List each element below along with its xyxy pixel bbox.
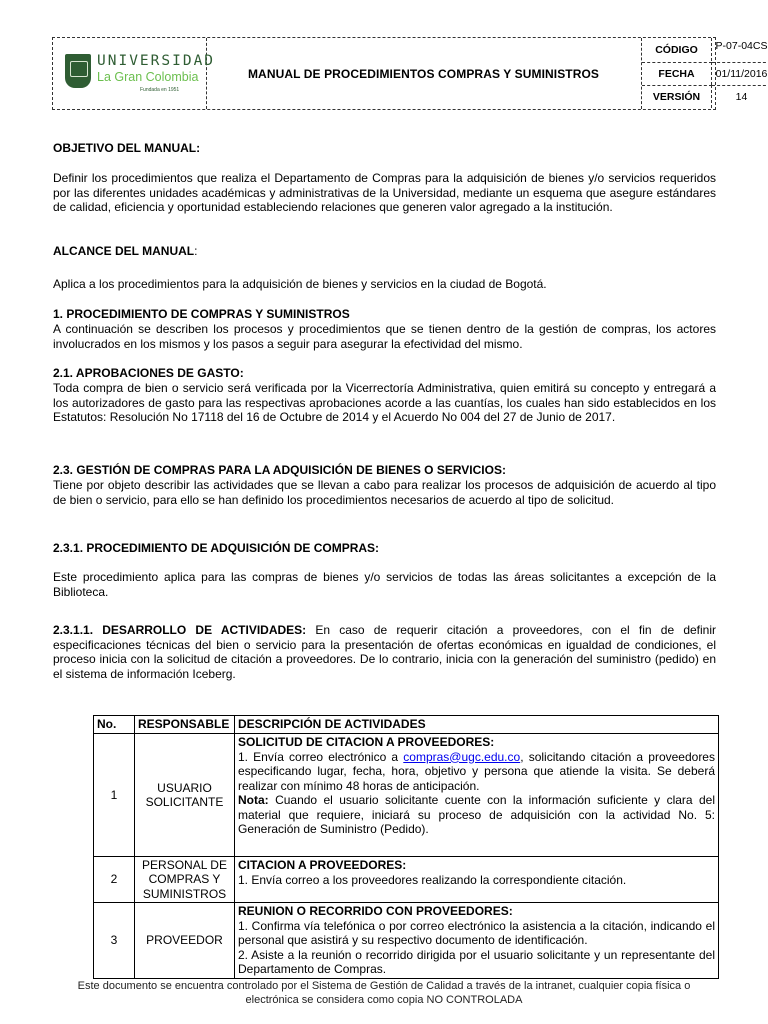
col-header-no: No. xyxy=(94,716,135,734)
logo-cell xyxy=(53,38,216,109)
row-1-responsable: USUARIO SOLICITANTE xyxy=(135,734,235,857)
row-1-step-1-post: , solicitando citación a proveedores especificando lugar, fecha, hora, objetivo y persona que atiende la visita. Se deberá realizar con mínimo 48 horas de anticipación. xyxy=(238,749,715,793)
note-label: Nota: xyxy=(238,793,269,807)
document-title: MANUAL DE PROCEDIMIENTOS COMPRAS Y SUMINISTROS xyxy=(247,66,600,81)
section-2-1-text: Toda compra de bien o servicio será verificada por la Vicerrectoría Administrativa, quien emitirá su concepto y entregará a los autorizadores de gasto para las respectivas aprobaciones acorde a las cuantías, los cuales han sido establecidos en los Estatutos: Resolución No 17118 del 16 de Octubre de 2014 y el Acuerdo No 004 del 27 de Junio de 2017. xyxy=(53,381,716,424)
fecha-label: FECHA xyxy=(642,62,712,85)
note-text: Cuando el usuario solicitante cuente con la información suficiente y clara del material que requiere, iniciará su proceso de adquisición con la actividad No. 5: Generación de Suministro (Pedido). xyxy=(238,793,715,836)
row-1-note xyxy=(238,793,715,837)
activities-table xyxy=(93,715,719,979)
section-2-3-1-1-paragraph xyxy=(53,623,716,681)
row-2-no: 2 xyxy=(94,857,135,903)
row-1-step-1-pre: 1. Envía correo electrónico a xyxy=(238,749,404,764)
row-2-description xyxy=(235,857,719,903)
row-1-description xyxy=(235,734,719,857)
col-header-responsable: RESPONSABLE xyxy=(135,716,235,734)
section-2-3-text: Tiene por objeto describir las actividades que se llevan a cabo para realizar los procesos de adquisición de acuerdo al tipo de bien o servicio, para ello se han definido los procedimientos necesarios de acuerdo al tipo de solicitud. xyxy=(53,478,716,507)
row-2-title: CITACION A PROVEEDORES: xyxy=(238,858,407,872)
logo-university-text: UNIVERSIDAD xyxy=(97,53,216,69)
alcance-colon: : xyxy=(194,244,198,258)
alcance-text: Aplica a los procedimientos para la adquisición de bienes y servicios en la ciudad de Bogotá. xyxy=(53,277,547,291)
col-header-descripcion: DESCRIPCIÓN DE ACTIVIDADES xyxy=(235,716,719,734)
codigo-label: CÓDIGO xyxy=(642,38,712,61)
fecha-value: 01/11/2016 xyxy=(712,62,768,85)
logo-name-text: La Gran Colombia xyxy=(97,70,199,84)
objetivo-heading: OBJETIVO DEL MANUAL: xyxy=(53,141,201,155)
section-1-text: A continuación se describen los procesos y procedimientos que se tienen dentro de la gestión de compras, los actores involucrados en los mismos y los pasos a seguir para asegurar la efectividad del mismo. xyxy=(53,322,716,351)
section-2-3-1-text: Este procedimiento aplica para las compras de bienes y/o servicios de todas las áreas solicitantes a excepción de la Biblioteca. xyxy=(53,570,716,599)
row-2-responsable: PERSONAL DE COMPRAS Y SUMINISTROS xyxy=(135,857,235,903)
email-link[interactable]: compras@ugc.edu.co xyxy=(403,749,521,764)
objetivo-text: Definir los procedimientos que realiza el Departamento de Compras para la adquisición de bienes y/o servicios requeridos por las diferentes unidades académicas y administrativas de la Universidad, mediante un esquema que asegure estándares de calidad, eficiencia y oportunidad estableciendo relaciones que generen valor agregado a la institución. xyxy=(53,171,716,214)
shield-icon xyxy=(65,54,91,88)
version-label: VERSIÓN xyxy=(642,85,712,108)
table-header-row xyxy=(94,716,719,734)
row-3-title: REUNION O RECORRIDO CON PROVEEDORES: xyxy=(238,904,513,918)
codigo-value: P-07-04CS xyxy=(715,40,768,52)
row-2-step-1: 1. Envía correo a los proveedores realizando la correspondiente citación. xyxy=(238,872,627,887)
row-3-step-1: 1. Confirma vía telefónica o por correo electrónico la asistencia a la citación, indicando el personal que asistirá y su respectivo documento de identificación. xyxy=(238,918,715,947)
row-1-title: SOLICITUD DE CITACION A PROVEEDORES: xyxy=(238,735,495,749)
footer-line-1: Este documento se encuentra controlado por el Sistema de Gestión de Calidad a través de la intranet, cualquier copia física o xyxy=(77,980,691,992)
row-3-step-2: 2. Asiste a la reunión o recorrido dirigida por el usuario solicitante y un representante del Departamento de Compras. xyxy=(238,947,715,976)
document-footer xyxy=(52,979,716,1007)
alcance-heading-line xyxy=(53,244,716,259)
section-2-3-1-1-heading: 2.3.1.1. DESARROLLO DE ACTIVIDADES: xyxy=(53,623,307,637)
section-2-1-heading: 2.1. APROBACIONES DE GASTO: xyxy=(53,366,244,380)
document-title-cell xyxy=(206,38,642,109)
section-1-heading: 1. PROCEDIMIENTO DE COMPRAS Y SUMINISTROS xyxy=(53,307,350,321)
row-3-responsable: PROVEEDOR xyxy=(135,903,235,979)
table-row xyxy=(94,903,719,979)
row-1-step-1 xyxy=(238,750,715,794)
alcance-heading: ALCANCE DEL MANUAL xyxy=(53,244,195,258)
version-value: 14 xyxy=(712,85,768,108)
logo-founded-text: Fundada en 1951 xyxy=(140,87,180,93)
row-3-description xyxy=(235,903,719,979)
document-header xyxy=(52,37,768,110)
row-3-no: 3 xyxy=(94,903,135,979)
footer-line-2: electrónica se considera como copia NO CONTROLADA xyxy=(245,994,523,1006)
row-1-no: 1 xyxy=(94,734,135,857)
section-2-3-1-1-text: En caso de requerir citación a proveedores, con el fin de definir especificaciones técnicas del bien o servicio para la presentación de ofertas económicas en igualdad de condiciones, el proceso inicia con la solicitud de citación a proveedores. De lo contrario, inicia con la generación del suministro (pedido) en el sistema de información Iceberg. xyxy=(53,623,716,681)
table-row xyxy=(94,734,719,857)
table-row xyxy=(94,857,719,903)
section-2-3-heading: 2.3. GESTIÓN DE COMPRAS PARA LA ADQUISICIÓN DE BIENES O SERVICIOS: xyxy=(53,463,506,477)
university-logo xyxy=(65,50,216,98)
section-2-3-1-heading: 2.3.1. PROCEDIMIENTO DE ADQUISICIÓN DE COMPRAS: xyxy=(53,541,380,555)
